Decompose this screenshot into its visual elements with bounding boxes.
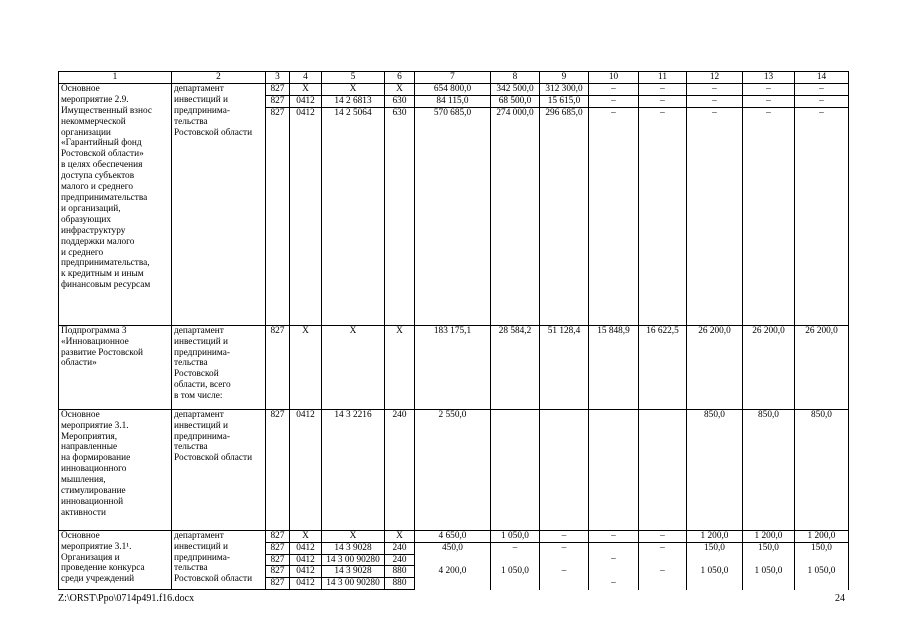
data-cell: 0412 — [290, 95, 322, 107]
data-cell — [795, 578, 849, 590]
data-cell: 827 — [266, 554, 290, 566]
table-row — [59, 409, 849, 530]
row-title-cell — [59, 409, 172, 530]
data-cell: 630 — [385, 107, 415, 325]
data-cell: 150,0 — [743, 542, 795, 554]
data-cell: 150,0 — [795, 542, 849, 554]
row-executor-cell-line: предпринима- — [174, 552, 230, 563]
row-executor-cell-line: инвестиций и — [174, 336, 229, 347]
data-cell: – — [589, 107, 639, 325]
row-title-cell-line: инновационного — [61, 464, 127, 475]
data-cell: 2 550,0 — [415, 409, 491, 530]
data-cell: – — [639, 107, 687, 325]
row-title-cell-line: предпринимательства, — [61, 258, 150, 269]
row-title-cell-line: предпринимательства — [61, 192, 148, 203]
data-cell: 274 000,0 — [491, 107, 540, 325]
data-cell: Х — [290, 83, 322, 95]
data-cell: 827 — [266, 107, 290, 325]
row-title-cell-line: области» — [61, 358, 97, 369]
row-executor-cell-line: инвестиций и — [174, 541, 229, 552]
data-cell — [795, 554, 849, 566]
data-cell: 183 175,1 — [415, 325, 491, 409]
data-cell: 15 615,0 — [540, 95, 589, 107]
data-cell: 84 115,0 — [415, 95, 491, 107]
row-title-cell-line: Основное — [61, 530, 100, 541]
row-title-cell-line: в целях обеспечения — [61, 160, 143, 171]
data-cell — [743, 578, 795, 590]
data-cell: 14 2 5064 — [322, 107, 385, 325]
budget-table — [58, 71, 849, 590]
data-cell: Х — [290, 325, 322, 409]
row-executor-cell-line: департамент — [174, 325, 224, 336]
data-cell — [743, 554, 795, 566]
data-cell: 850,0 — [795, 409, 849, 530]
row-executor-cell-line: в том числе: — [174, 391, 223, 402]
row-executor-cell-line: Ростовской — [174, 369, 219, 380]
row-title-cell-line: проведение конкурса — [61, 563, 145, 574]
data-cell: 827 — [266, 83, 290, 95]
row-executor-cell-line: предпринима- — [174, 431, 230, 442]
row-executor-cell — [172, 409, 266, 530]
data-cell: 0412 — [290, 409, 322, 530]
data-cell: – — [589, 530, 639, 542]
data-cell: 654 800,0 — [415, 83, 491, 95]
row-title-cell-line: доступа субъектов — [61, 171, 135, 182]
row-title-cell-line: мероприятие 3.1. — [61, 420, 129, 431]
data-cell: 827 — [266, 530, 290, 542]
data-cell: 827 — [266, 566, 290, 578]
row-executor-cell-line: Ростовской области — [174, 127, 253, 138]
data-cell: Х — [290, 530, 322, 542]
row-title-cell-line: направленные — [61, 442, 118, 453]
row-executor-cell-line: Ростовской области — [174, 453, 253, 464]
data-cell — [491, 554, 540, 566]
data-cell — [415, 554, 491, 566]
data-cell: 240 — [385, 554, 415, 566]
header-cell: 6 — [385, 72, 415, 84]
data-cell: 0412 — [290, 566, 322, 578]
header-cell: 1 — [59, 72, 172, 84]
row-executor-cell-line: инвестиций и — [174, 94, 229, 105]
row-title-cell-line: Имущественный взнос — [61, 105, 152, 116]
data-cell: – — [795, 107, 849, 325]
data-cell: Х — [322, 83, 385, 95]
data-cell: 827 — [266, 95, 290, 107]
data-cell — [687, 578, 743, 590]
row-executor-cell-line: департамент — [174, 409, 224, 420]
row-title-cell — [59, 83, 172, 325]
data-cell: 1 200,0 — [687, 530, 743, 542]
row-executor-cell-line: департамент — [174, 530, 224, 541]
data-cell: 26 200,0 — [743, 325, 795, 409]
header-cell: 12 — [687, 72, 743, 84]
data-cell: – — [639, 95, 687, 107]
data-cell: 16 622,5 — [639, 325, 687, 409]
header-cell: 5 — [322, 72, 385, 84]
row-title-cell-line: к кредитным и иным — [61, 269, 144, 280]
row-executor-cell — [172, 325, 266, 409]
header-cell: 11 — [639, 72, 687, 84]
data-cell — [687, 554, 743, 566]
row-title-cell — [59, 325, 172, 409]
footer-filename: Z:\ORST\Ppo\0714p491.f16.docx — [58, 593, 195, 604]
data-cell: 880 — [385, 566, 415, 578]
header-cell: 14 — [795, 72, 849, 84]
data-cell: 1 200,0 — [795, 530, 849, 542]
data-cell: 850,0 — [743, 409, 795, 530]
data-cell: – — [639, 530, 687, 542]
data-cell — [540, 409, 589, 530]
data-cell: – — [589, 578, 639, 590]
data-cell: – — [743, 83, 795, 95]
row-title-cell-line: мероприятие 2.9. — [61, 94, 129, 105]
header-cell: 10 — [589, 72, 639, 84]
row-executor-cell-line: тельства — [174, 563, 208, 574]
data-cell: 240 — [385, 409, 415, 530]
data-cell: 240 — [385, 542, 415, 554]
data-cell — [639, 578, 687, 590]
data-cell: – — [639, 566, 687, 578]
table-row — [59, 530, 849, 542]
row-title-cell-line: инфраструктуру — [61, 225, 126, 236]
data-cell: 1 050,0 — [687, 566, 743, 578]
data-cell: 0412 — [290, 578, 322, 590]
header-cell: 7 — [415, 72, 491, 84]
data-cell: Х — [385, 83, 415, 95]
data-cell: 0412 — [290, 542, 322, 554]
row-executor-cell-line: тельства — [174, 442, 208, 453]
footer-page-number: 24 — [835, 593, 845, 604]
header-cell: 9 — [540, 72, 589, 84]
header-row — [59, 72, 849, 84]
row-title-cell-line: организации — [61, 127, 111, 138]
data-cell: – — [687, 83, 743, 95]
data-cell: 312 300,0 — [540, 83, 589, 95]
data-cell — [639, 554, 687, 566]
data-cell: 4 650,0 — [415, 530, 491, 542]
row-title-cell-line: на формирование — [61, 453, 131, 464]
data-cell: 450,0 — [415, 542, 491, 554]
data-cell: 296 685,0 — [540, 107, 589, 325]
data-cell: 150,0 — [687, 542, 743, 554]
row-title-cell-line: стимулирование — [61, 486, 126, 497]
row-title-cell-line: активности — [61, 507, 106, 518]
data-cell — [415, 578, 491, 590]
data-cell: 4 200,0 — [415, 566, 491, 578]
row-title-cell-line: среди учреждений — [61, 574, 135, 585]
data-cell: – — [540, 530, 589, 542]
row-title-cell-line: некоммерческой — [61, 116, 126, 127]
row-title-cell-line: Организация и — [61, 552, 120, 563]
header-cell: 3 — [266, 72, 290, 84]
data-cell — [540, 578, 589, 590]
data-cell: – — [639, 83, 687, 95]
row-title-cell-line: малого и среднего — [61, 182, 134, 193]
row-title-cell-line: поддержки малого — [61, 236, 135, 247]
row-title-cell-line: образующих — [61, 214, 112, 225]
data-cell: 880 — [385, 578, 415, 590]
row-title-cell-line: мероприятие 3.1¹. — [61, 541, 132, 552]
data-cell: 26 200,0 — [687, 325, 743, 409]
row-executor-cell-line: департамент — [174, 83, 224, 94]
data-cell: – — [639, 542, 687, 554]
row-executor-cell — [172, 83, 266, 325]
row-title-cell-line: и среднего — [61, 247, 104, 258]
data-cell — [491, 409, 540, 530]
data-cell: 827 — [266, 325, 290, 409]
data-cell: 26 200,0 — [795, 325, 849, 409]
row-title-cell-line: Основное — [61, 83, 100, 94]
data-cell: – — [687, 107, 743, 325]
row-executor-cell-line: предпринима- — [174, 105, 230, 116]
row-title-cell-line: «Инновационное — [61, 336, 129, 347]
row-title-cell-line: Ростовской области» — [61, 149, 144, 160]
data-cell: 827 — [266, 578, 290, 590]
header-cell: 13 — [743, 72, 795, 84]
data-cell: 14 2 6813 — [322, 95, 385, 107]
data-cell: 827 — [266, 409, 290, 530]
row-title-cell-line: Основное — [61, 409, 100, 420]
row-executor-cell-line: области, всего — [174, 380, 231, 391]
data-cell: – — [589, 554, 639, 566]
data-cell: 14 3 9028 — [322, 566, 385, 578]
data-cell: 14 3 00 90280 — [322, 554, 385, 566]
data-cell: – — [795, 95, 849, 107]
data-cell — [491, 578, 540, 590]
row-executor-cell-line: Ростовской области — [174, 574, 253, 585]
row-title-cell-line: «Гарантийный фонд — [61, 138, 142, 149]
data-cell: Х — [385, 325, 415, 409]
data-cell: 342 500,0 — [491, 83, 540, 95]
data-cell: 0412 — [290, 107, 322, 325]
row-executor-cell-line: тельства — [174, 358, 208, 369]
data-cell — [589, 566, 639, 578]
row-executor-cell-line: тельства — [174, 116, 208, 127]
row-title-cell-line: мышления, — [61, 475, 106, 486]
data-cell: Х — [385, 530, 415, 542]
data-cell: – — [687, 95, 743, 107]
data-cell: 14 3 00 90280 — [322, 578, 385, 590]
data-cell: – — [540, 542, 589, 554]
data-cell: 0412 — [290, 554, 322, 566]
row-executor-cell-line: предпринима- — [174, 347, 230, 358]
data-cell: Х — [322, 530, 385, 542]
data-cell: 1 050,0 — [743, 566, 795, 578]
data-cell: 630 — [385, 95, 415, 107]
data-cell: 850,0 — [687, 409, 743, 530]
data-cell: 827 — [266, 542, 290, 554]
data-cell — [589, 542, 639, 554]
row-title-cell-line: финансовым ресурсам — [61, 280, 151, 291]
data-cell: 15 848,9 — [589, 325, 639, 409]
data-cell: 14 3 9028 — [322, 542, 385, 554]
data-cell: 1 050,0 — [491, 566, 540, 578]
header-cell: 8 — [491, 72, 540, 84]
data-cell: 570 685,0 — [415, 107, 491, 325]
row-title-cell-line: Мероприятия, — [61, 431, 118, 442]
data-cell: – — [743, 107, 795, 325]
table-row — [59, 83, 849, 95]
row-title-cell-line: развитие Ростовской — [61, 347, 143, 358]
data-cell — [639, 409, 687, 530]
data-cell: 68 500,0 — [491, 95, 540, 107]
row-executor-cell — [172, 530, 266, 590]
data-cell: – — [491, 542, 540, 554]
row-title-cell-line: и организаций, — [61, 203, 121, 214]
row-title-cell-line: Подпрограмма 3 — [61, 325, 127, 336]
row-title-cell-line: инновационной — [61, 496, 124, 507]
header-cell: 4 — [290, 72, 322, 84]
data-cell: Х — [322, 325, 385, 409]
data-cell: – — [540, 566, 589, 578]
header-cell: 2 — [172, 72, 266, 84]
data-cell — [589, 409, 639, 530]
data-cell: 51 128,4 — [540, 325, 589, 409]
data-cell: 28 584,2 — [491, 325, 540, 409]
data-cell: 1 050,0 — [795, 566, 849, 578]
row-title-cell — [59, 530, 172, 590]
data-cell: 1 200,0 — [743, 530, 795, 542]
data-cell: 1 050,0 — [491, 530, 540, 542]
data-cell: 14 3 2216 — [322, 409, 385, 530]
data-cell: – — [795, 83, 849, 95]
data-cell: – — [589, 95, 639, 107]
data-cell: – — [589, 83, 639, 95]
data-cell: – — [743, 95, 795, 107]
table-row — [59, 325, 849, 409]
data-cell — [540, 554, 589, 566]
row-executor-cell-line: инвестиций и — [174, 420, 229, 431]
